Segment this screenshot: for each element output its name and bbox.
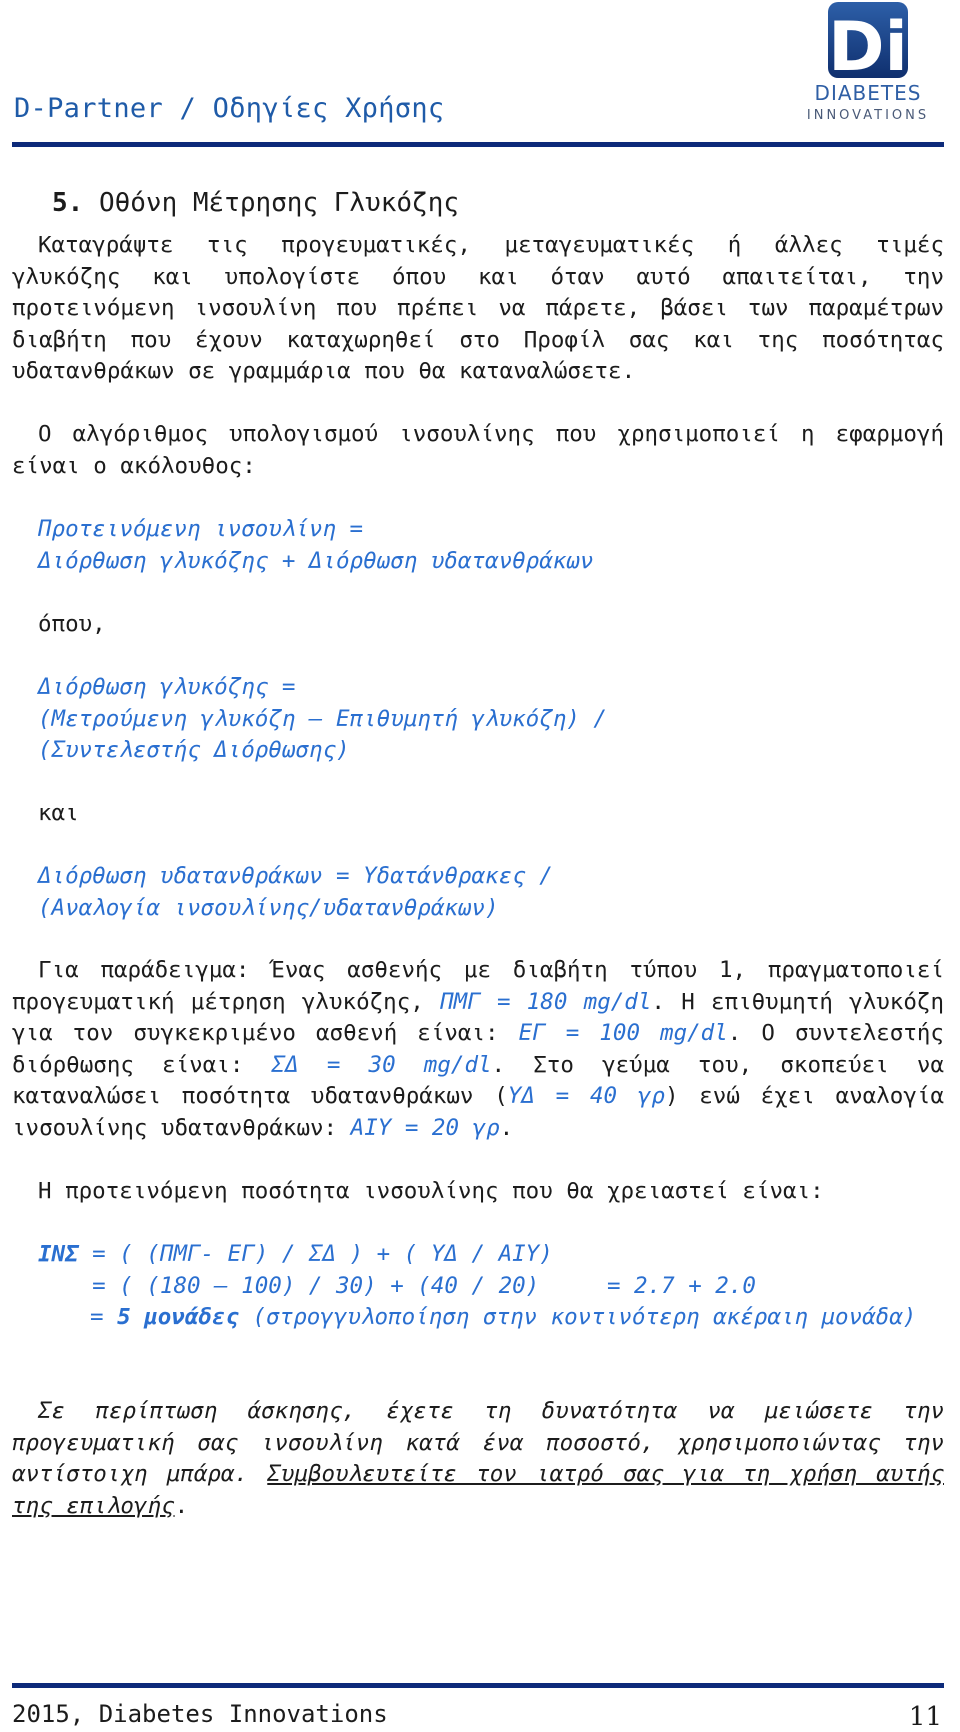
formula-suggested-insulin <box>38 514 593 577</box>
result-intro: Η προτεινόμενη ποσότητα ινσουλίνης που θα χρειαστεί είναι: <box>38 1178 824 1204</box>
formula2-line1: Διόρθωση γλυκόζης = <box>38 674 296 700</box>
calc-line-1 <box>38 1239 553 1271</box>
calc-line3-equals: = <box>90 1304 104 1330</box>
formula2-line2: (Μετρούμενη γλυκόζη – Επιθυμητή γλυκόζη) / <box>38 705 607 732</box>
formula-carb-correction <box>38 861 553 924</box>
svg-text:INNOVATIONS: INNOVATIONS <box>806 108 930 123</box>
calc-result-units: 5 μονάδες <box>117 1304 240 1330</box>
svg-text:DIABETES: DIABETES <box>814 81 922 105</box>
formula-glucose-correction <box>38 672 607 767</box>
page-number: 11 <box>908 1702 942 1732</box>
example-text-3: . Ο συντελεστής διόρθωσης είναι: <box>12 1020 944 1078</box>
section-number: 5. <box>52 188 84 218</box>
section-title <box>52 188 459 218</box>
intro-paragraph: Καταγράψτε τις προγευματικές, μεταγευματικές ή άλλες τιμές γλυκόζης και υπολογίστε όπου και όταν αυτό απαιτείται, την προτεινόμενη ινσουλίνη που πρέπει να πάρετε, βάσει των παραμέτρων διαβήτη που έχουν καταχωρηθεί στο Προφίλ σας και της ποσότητας υδατανθράκων σε γραμμάρια που θα καταναλώσετε. <box>12 232 944 384</box>
formula3-line1: Διόρθωση υδατανθράκων = Υδατάνθρακες / <box>38 863 553 889</box>
calc-line1-rest: = ( (ΠΜΓ- ΕΓ) / ΣΔ ) + ( ΥΔ / ΑΙΥ) <box>78 1241 553 1267</box>
formula1-line2: Διόρθωση γλυκόζης + Διόρθωση υδατανθράκων <box>38 547 594 574</box>
formula1-line1: Προτεινόμενη ινσουλίνη = <box>38 516 364 542</box>
diabetes-innovations-logo <box>792 0 944 126</box>
example-text-4: . Στο γεύμα του, σκοπεύει να καταναλώσει ποσότητα υδατανθράκων ( <box>12 1051 944 1109</box>
example-value-sd: ΣΔ = 30 mg/dl <box>271 1051 492 1078</box>
example-value-pmg: ΠΜΓ = 180 mg/dl <box>440 988 652 1015</box>
exercise-end: . <box>174 1492 189 1519</box>
exercise-text: Σε περίπτωση άσκησης, έχετε τη δυνατότητα να μειώσετε την προγευματική σας ινσουλίνη κατά ένα ποσοστό, χρησιμοποιώντας την αντίστοιχη μπάρα. <box>12 1398 944 1487</box>
formula3-line2: (Αναλογία ινσουλίνης/υδατανθράκων) <box>38 894 499 921</box>
where-text: όπου, <box>38 611 106 637</box>
example-text-1: Για παράδειγμα: Ένας ασθενής με διαβήτη τύπου 1, πραγματοποιεί προγευματική μέτρηση γλυκόζης, <box>12 957 944 1015</box>
calc-line-3 <box>12 1302 944 1334</box>
page-title: D-Partner / Οδηγίες Χρήσης <box>14 93 445 124</box>
svg-text:Di: Di <box>828 8 908 87</box>
and-text: και <box>38 800 79 826</box>
example-text-2: . Η επιθυμητή γλυκόζη για τον συγκεκριμένο ασθενή είναι: <box>12 988 944 1046</box>
calc-line-2: = ( (180 – 100) / 30) + (40 / 20) = 2.7 + 2.0 <box>38 1273 756 1299</box>
section-title-text: Οθόνη Μέτρησης Γλυκόζης <box>98 188 459 218</box>
example-value-yd: ΥΔ = 40 γρ <box>507 1083 665 1109</box>
formula2-line3: (Συντελεστής Διόρθωσης) <box>38 737 350 763</box>
exercise-advice-underlined: Συμβουλευτείτε τον ιατρό σας για τη χρήση αυτής της επιλογής <box>12 1461 944 1519</box>
exercise-paragraph <box>12 1396 944 1522</box>
calc-ins-label: ΙΝΣ <box>38 1241 79 1267</box>
example-value-eg: ΕΓ = 100 mg/dl <box>518 1020 728 1046</box>
calc-line3-rest: (στρογγυλοποίηση στην κοντινότερη ακέραιη μονάδα) <box>252 1304 917 1330</box>
footer-text: 2015, Diabetes Innovations <box>12 1700 388 1728</box>
example-paragraph <box>12 955 944 1144</box>
header-rule <box>12 142 944 147</box>
footer-rule <box>12 1683 944 1688</box>
example-value-aiy: ΑΙΥ = 20 γρ <box>350 1114 500 1141</box>
example-text-5: ) ενώ έχει αναλογία ινσουλίνης υδατανθράκων: <box>12 1083 944 1141</box>
algorithm-intro: Ο αλγόριθμος υπολογισμού ινσουλίνης που χρησιμοποιεί η εφαρμογή είναι ο ακόλουθος: <box>12 421 944 479</box>
example-text-6: . <box>499 1114 514 1141</box>
